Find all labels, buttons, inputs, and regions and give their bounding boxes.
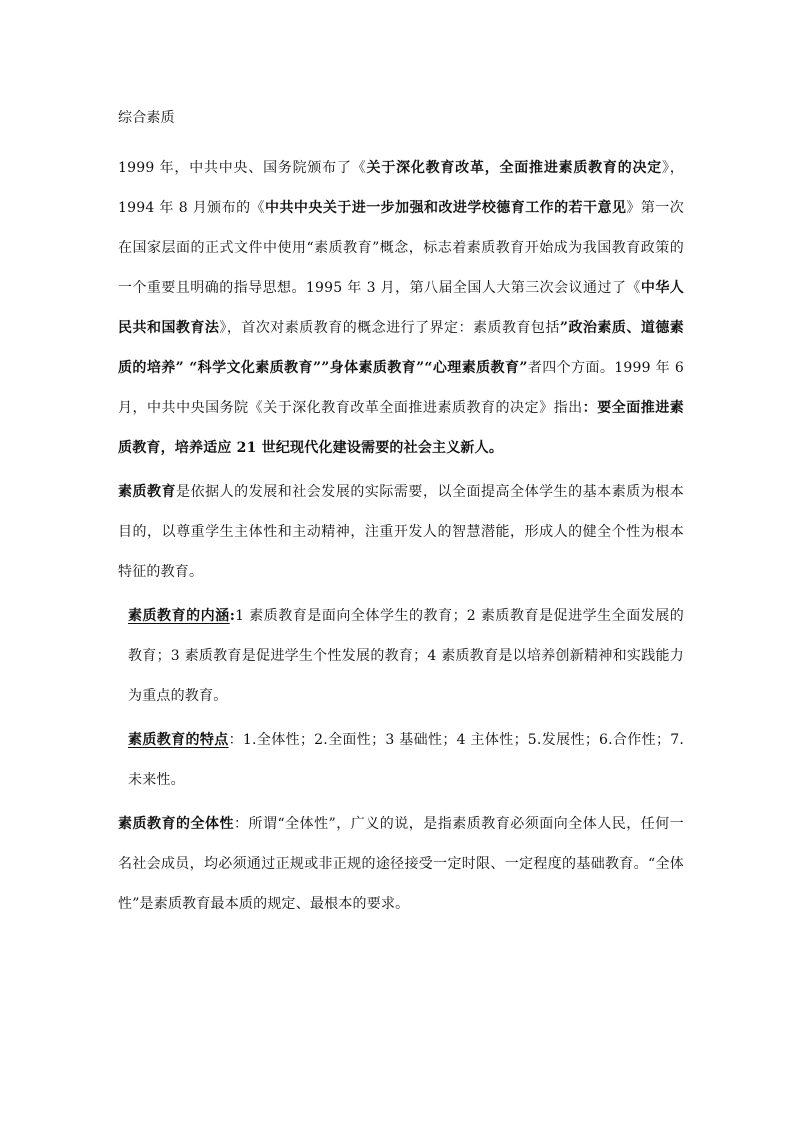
bold-run: 素质教育 xyxy=(118,484,177,500)
text-run: 者四个方面。1999 年 6 月，中共中央国务院《关于深化教育改革全面推进素质教育的决定》指出 xyxy=(118,360,684,416)
text-run: ：1.全体性；2.全面性；3 基础性；4 主体性；5.发展性；6.合作性；7.未来性。 xyxy=(128,732,684,788)
underlined-heading: 素质教育的特点 xyxy=(128,732,229,748)
paragraph-features xyxy=(118,720,684,800)
paragraph-connotation xyxy=(118,596,684,716)
text-run: 1 素质教育是面向全体学生的教育；2 素质教育是促进学生全面发展的教育；3 素质教育是促进学生个性发展的教育；4 素质教育是以培养创新精神和实践能力为重点的教育。 xyxy=(128,608,684,704)
bold-run: 中共中央关于进一步加强和改进学校德育工作的若干意见 xyxy=(265,200,627,216)
bold-run: ”政治素质、道德素质的培养” “科学文化素质教育””身体素质教育”“心理素质教育” xyxy=(118,320,684,376)
bold-run: 素质教育的全体性 xyxy=(118,816,234,832)
paragraph-history xyxy=(118,148,684,468)
text-run: 》，首次对素质教育的概念进行了界定：素质教育包括 xyxy=(219,320,560,336)
text-run: 》，1994 年 8 月颁布的《 xyxy=(118,160,685,216)
document-body xyxy=(118,100,684,924)
paragraph-universality xyxy=(118,804,684,924)
paragraph-definition xyxy=(118,472,684,592)
bold-run: : xyxy=(229,608,236,624)
text-run: ：所谓“全体性”，广义的说，是指素质教育必须面向全体人民，任何一名社会成员，均必须通过正规或非正规的途径接受一定时限、一定程度的基础教育。“全体性”是素质教育最本质的规定、最根本的要求。 xyxy=(118,816,684,912)
text-run: 》第一次在国家层面的正式文件中使用“素质教育”概念，标志着素质教育开始成为我国教育政策的一个重要且明确的指导思想。1995 年 3 月，第八届全国人大第三次会议通过了《 xyxy=(118,200,684,296)
text-run: 1999 年，中共中央、国务院颁布了《 xyxy=(118,160,367,176)
bold-run: 中华人民共和国教育法 xyxy=(118,280,684,336)
bold-run: ：要全面推进素质教育，培养适应 21 世纪现代化建设需要的社会主义新人。 xyxy=(118,400,684,456)
underlined-heading: 素质教育的内涵 xyxy=(128,608,230,624)
text-run: 是依据人的发展和社会发展的实际需要，以全面提高全体学生的基本素质为根本目的，以尊重学生主体性和主动精神，注重开发人的智慧潜能，形成人的健全个性为根本特征的教育。 xyxy=(118,484,684,580)
document-title: 综合素质 xyxy=(118,110,175,126)
bold-run: 关于深化教育改革，全面推进素质教育的决定 xyxy=(366,160,663,176)
